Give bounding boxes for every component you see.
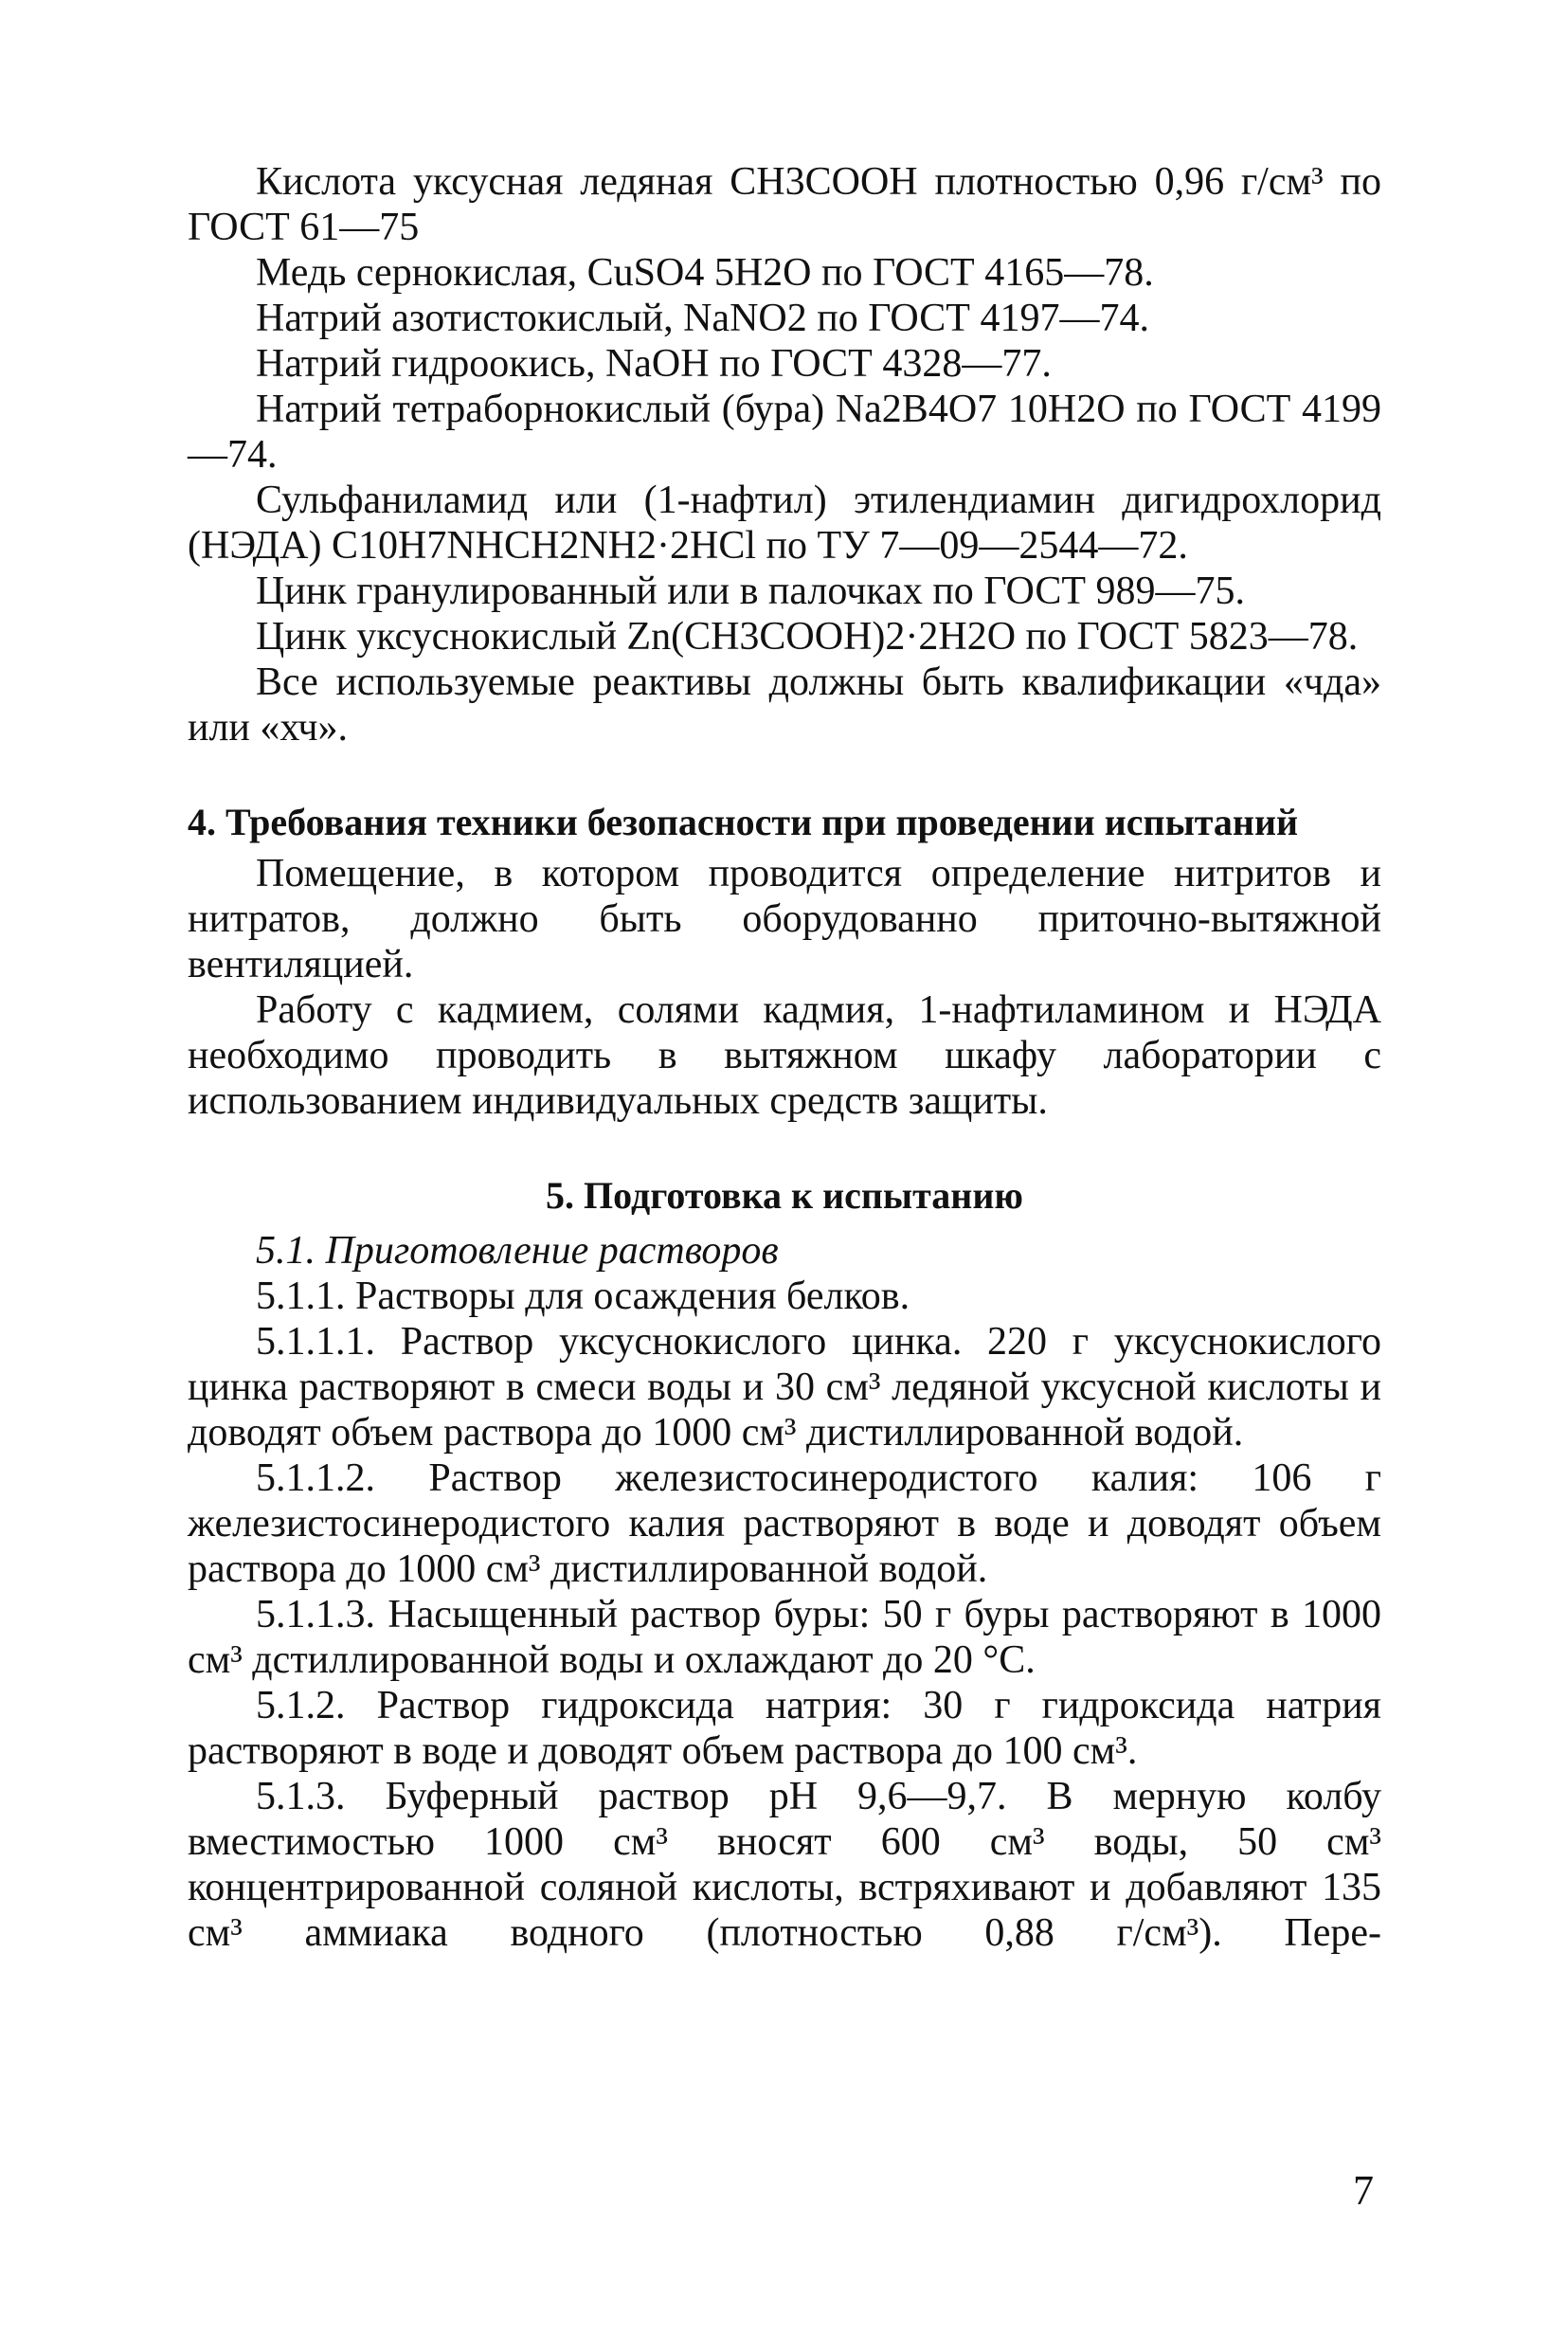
section-4-paragraph-ventilation: Помещение, в котором проводится определение нитритов и нитратов, должно быть оборудованно приточно-вытяжной вентиляцией. [188,852,1381,986]
paragraph-5-1-1-1: 5.1.1.1. Раствор уксуснокислого цинка. 220 г уксуснокислого цинка растворяют в смеси воды и 30 см³ ледяной уксусной кислоты и доводят объем раствора до 1000 см³ дистиллированной водой. [188,1320,1381,1455]
reagent-sulfanilamide: Сульфаниламид или (1-нафтил) этилендиамин дигидрохлорид (НЭДА) С10Н7NНСН2NН2·2НСl по ТУ 7—09—2544—72. [188,479,1381,568]
paragraph-5-1-1-2: 5.1.1.2. Раствор железистосинеродистого калия: 106 г железистосинеродистого калия растворяют в воде и доводят объем раствора до 1000 см³ дистиллированной водой. [188,1456,1381,1591]
reagent-acetic-acid: Кислота уксусная ледяная СН3СООН плотностью 0,96 г/см³ по ГОСТ 61—75 [188,160,1381,249]
reagent-sodium-nitrite: Натрий азотистокислый, NaNO2 по ГОСТ 4197—74. [256,297,1149,340]
reagent-zinc-granulated: Цинк гранулированный или в палочках по ГОСТ 989—75. [256,569,1246,613]
reagent-qualification: Все используемые реактивы должны быть квалификации «чда» или «хч». [188,660,1381,750]
document-page [188,159,1381,1956]
reagent-borax: Натрий тетраборнокислый (бура) Na2B4O7 10Н2О по ГОСТ 4199—74. [188,388,1381,477]
paragraph-5-1-1: 5.1.1. Растворы для осаждения белков. [256,1274,910,1318]
section-4-paragraph-safety: Работу с кадмием, солями кадмия, 1-нафтиламином и НЭДА необходимо проводить в вытяжном шкафу лаборатории с использованием индивидуальных средств защиты. [188,988,1381,1123]
reagent-copper-sulfate: Медь сернокислая, CuSO4 5Н2О по ГОСТ 4165—78. [256,251,1154,295]
paragraph-5-1-2: 5.1.2. Раствор гидроксида натрия: 30 г гидроксида натрия растворяют в воде и доводят объем раствора до 100 см³. [188,1684,1381,1773]
reagent-zinc-acetate: Цинк уксуснокислый Zn(CH3COOH)2·2H2O по ГОСТ 5823—78. [256,615,1359,659]
section-5-heading: 5. Подготовка к испытанию [546,1174,1023,1217]
page-number: 7 [1353,2167,1374,2214]
section-5-subheading: 5.1. Приготовление растворов [256,1229,779,1273]
reagent-sodium-hydroxide: Натрий гидроокись, NaOH по ГОСТ 4328—77. [256,342,1052,386]
section-4-heading: 4. Требования техники безопасности при проведении испытаний [188,801,1299,843]
paragraph-5-1-3: 5.1.3. Буферный раствор рН 9,6—9,7. В мерную колбу вместимостью 1000 см³ вносят 600 см³ воды, 50 см³ концентрированной соляной кислоты, встряхивают и добавляют 135 см³ аммиака водного (плотностью 0,88 г/см³). Пере- [188,1775,1381,1955]
paragraph-5-1-1-3: 5.1.1.3. Насыщенный раствор буры: 50 г буры растворяют в 1000 см³ дстиллированной воды и охлаждают до 20 °С. [188,1593,1381,1682]
